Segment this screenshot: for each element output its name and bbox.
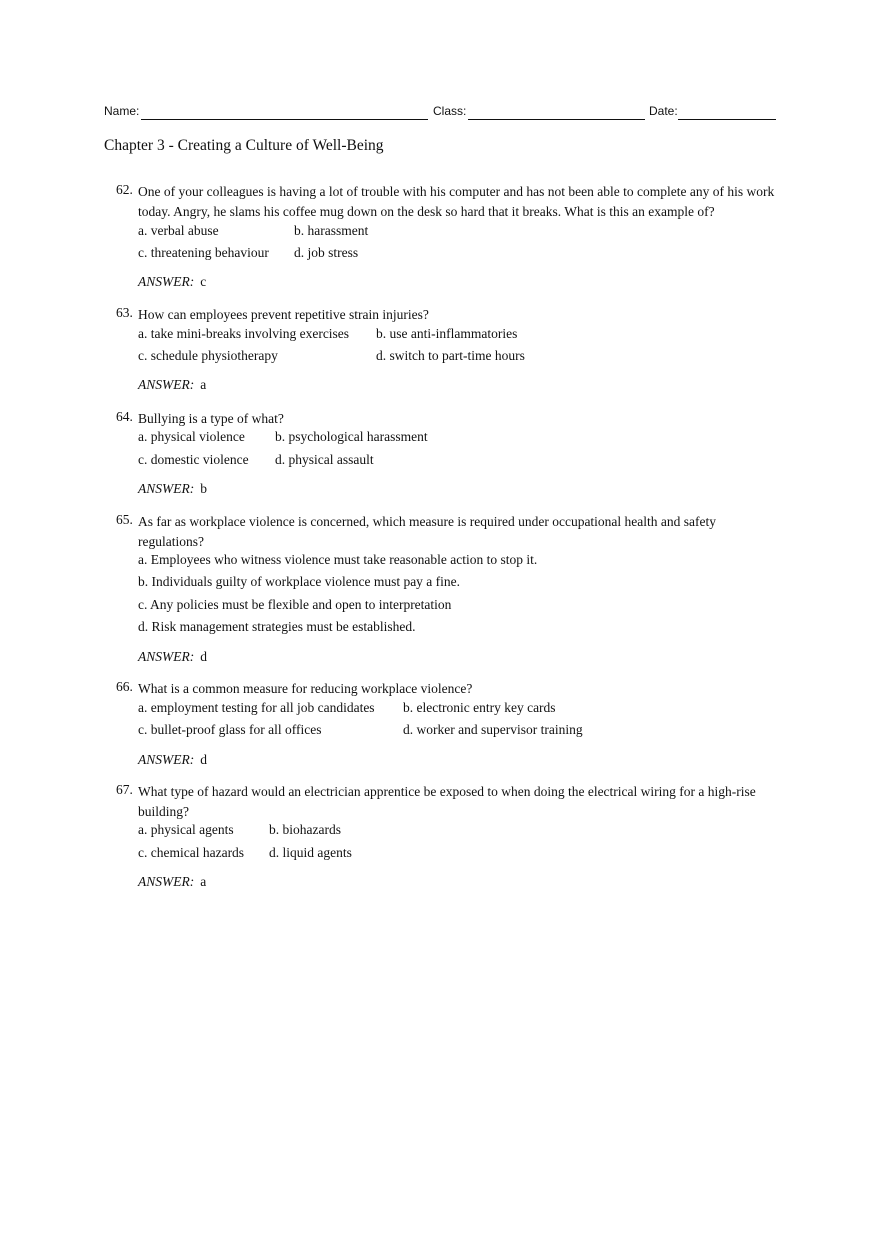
- class-label: Class:: [433, 104, 467, 118]
- question-number: 62.: [116, 182, 133, 197]
- answer-label: ANSWER:: [138, 377, 195, 392]
- answer-label: ANSWER:: [138, 874, 195, 889]
- question-text: One of your colleagues is having a lot of trouble with his computer and has not been able to complete any of his work today. Angry, he slams his coffee mug down on the desk so hard that it breaks. What is this an example of?: [138, 184, 775, 219]
- option-c: c. schedule physiotherapy: [138, 348, 278, 363]
- question-text: As far as workplace violence is concerned, which measure is required under occupational health and safety regulations?: [138, 514, 717, 549]
- option-b: b. biohazards: [269, 822, 341, 837]
- question-text: How can employees prevent repetitive strain injuries?: [138, 307, 429, 322]
- option-b: b. electronic entry key cards: [403, 700, 556, 715]
- question-number: 66.: [116, 679, 133, 694]
- answer-line: [138, 874, 206, 890]
- option-c: c. Any policies must be flexible and open to interpretation: [138, 597, 452, 612]
- class-field-line: [468, 119, 645, 120]
- option-a: a. Employees who witness violence must take reasonable action to stop it.: [138, 552, 538, 567]
- option-c: c. threatening behaviour: [138, 245, 269, 260]
- question-text: Bullying is a type of what?: [138, 411, 284, 426]
- name-label: Name:: [104, 104, 140, 118]
- option-d: d. worker and supervisor training: [403, 722, 583, 737]
- date-label: Date:: [649, 104, 678, 118]
- option-c: c. domestic violence: [138, 452, 249, 467]
- answer-value: c: [200, 274, 207, 289]
- answer-value: d: [200, 649, 207, 664]
- date-field-line: [678, 119, 776, 120]
- answer-line: [138, 377, 206, 393]
- answer-value: d: [200, 752, 207, 767]
- option-a: a. verbal abuse: [138, 223, 219, 238]
- answer-label: ANSWER:: [138, 481, 195, 496]
- chapter-title: Chapter 3 - Creating a Culture of Well-Being: [104, 137, 384, 154]
- answer-line: [138, 649, 207, 665]
- option-d: d. liquid agents: [269, 845, 352, 860]
- option-a: a. physical agents: [138, 822, 234, 837]
- answer-line: [138, 481, 207, 497]
- option-d: d. Risk management strategies must be established.: [138, 619, 416, 634]
- question-number: 65.: [116, 512, 133, 527]
- option-d: d. switch to part-time hours: [376, 348, 525, 363]
- option-a: a. employment testing for all job candidates: [138, 700, 375, 715]
- question-number: 67.: [116, 782, 133, 797]
- answer-value: b: [200, 481, 207, 496]
- option-c: c. bullet-proof glass for all offices: [138, 722, 322, 737]
- answer-label: ANSWER:: [138, 649, 195, 664]
- student-info-header: [104, 104, 776, 124]
- option-d: d. physical assault: [275, 452, 374, 467]
- answer-line: [138, 752, 207, 768]
- option-b: b. psychological harassment: [275, 429, 428, 444]
- question-number: 64.: [116, 409, 133, 424]
- option-a: a. physical violence: [138, 429, 245, 444]
- answer-value: a: [200, 377, 207, 392]
- answer-label: ANSWER:: [138, 274, 195, 289]
- question-text: What is a common measure for reducing workplace violence?: [138, 681, 473, 696]
- option-b: b. Individuals guilty of workplace violence must pay a fine.: [138, 574, 461, 589]
- option-b: b. use anti-inflammatories: [376, 326, 518, 341]
- option-c: c. chemical hazards: [138, 845, 245, 860]
- question-number: 63.: [116, 305, 133, 320]
- answer-value: a: [200, 874, 207, 889]
- name-field-line: [141, 119, 428, 120]
- answer-label: ANSWER:: [138, 752, 195, 767]
- option-d: d. job stress: [294, 245, 359, 260]
- option-a: a. take mini-breaks involving exercises: [138, 326, 350, 341]
- answer-line: [138, 274, 206, 290]
- question-text: What type of hazard would an electrician apprentice be exposed to when doing the electrical wiring for a high-rise building?: [138, 784, 756, 819]
- option-b: b. harassment: [294, 223, 369, 238]
